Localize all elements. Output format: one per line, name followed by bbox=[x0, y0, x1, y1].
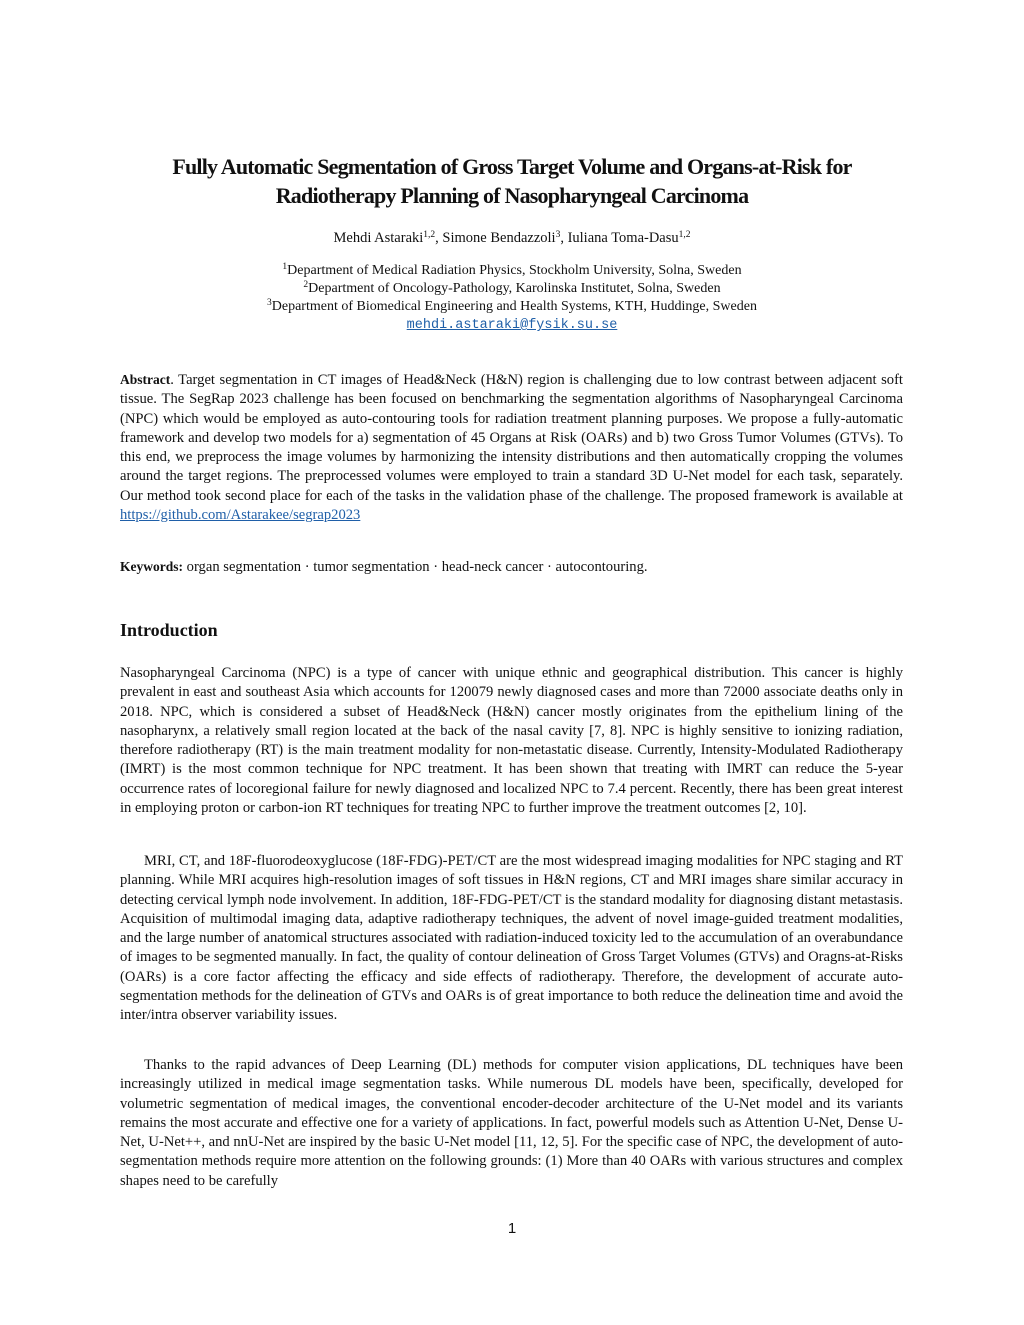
corresponding-email-link[interactable]: mehdi.astaraki@fysik.su.se bbox=[406, 318, 618, 333]
page-number: 1 bbox=[507, 1220, 517, 1237]
affiliation-text: Department of Biomedical Engineering and Health Systems, KTH, Huddinge, Sweden bbox=[271, 299, 757, 314]
affiliation-mark: 2 bbox=[303, 280, 309, 290]
author-affiliation-mark: 3 bbox=[555, 230, 561, 240]
author-list bbox=[100, 229, 924, 247]
author-separator: , bbox=[560, 230, 568, 246]
affiliation-mark: 1 bbox=[282, 262, 288, 272]
keywords-label: Keywords: bbox=[120, 559, 183, 574]
title-line-1: Fully Automatic Segmentation of Gross Target Volume and Organs-at-Risk for bbox=[172, 154, 852, 179]
affiliation bbox=[100, 280, 924, 298]
github-repo-link[interactable]: https://github.com/Astarakee/segrap2023 bbox=[120, 507, 361, 524]
introduction-paragraph-2: MRI, CT, and 18F-fluorodeoxyglucose (18F-FDG)-PET/CT are the most widespread imaging modalities for NPC staging and RT planning. While MRI acquires high-resolution images of soft tissues in H&N regions, CT and MRI images share similar accuracy in detecting cervical lymph node involvement. In addition, 18F-FDG-PET/CT is the standard modality for diagnosing distant metastasis. Acquisition of multimodal imaging data, adaptive radiotherapy techniques, the advent of novel image-guided treatment modalities, and the large number of anatomical structures associated with radiation-induced toxicity led to the accumulation of an overabundance of images to be segmented manually. In fact, the quality of contour delineation of Gross Target Volumes (GTVs) and Oragns-at-Risks (OARs) is a core factor affecting the efficacy and side effects of radiotherapy. Therefore, the development of accurate auto-segmentation methods for the delineation of GTVs and OARs is of great importance to both reduce the delineation time and avoid the inter/intra observer variability issues. bbox=[120, 853, 903, 1024]
title-line-2: Radiotherapy Planning of Nasopharyngeal Carcinoma bbox=[275, 183, 749, 208]
author-affiliation-mark: 1,2 bbox=[678, 230, 691, 240]
introduction-paragraph-1: Nasopharyngeal Carcinoma (NPC) is a type of cancer with unique ethnic and geographical distribution. This cancer is highly prevalent in east and southeast Asia which accounts for 120079 newly diagnosed cases and more than 72000 associate deaths only in 2018. NPC, which is considered a subset of Head&Neck (H&N) cancer mostly originates from the epithelium lining of the nasopharynx, a relatively small region located at the back of the nasal cavity [7, 8]. NPC is highly sensitive to ionizing radiation, therefore radiotherapy (RT) is the main treatment modality for non-metastatic disease. Currently, Intensity-Modulated Radiotherapy (IMRT) is the most common technique for NPC treatment. It has been shown that treating with IMRT can reduce the 5-year occurrence rates of locoregional failure for newly diagnosed and localized NPC to 7.4 percent. Recently, there has been great interest in employing proton or carbon-ion RT techniques for treating NPC to further improve the treatment outcomes [2, 10]. bbox=[120, 665, 903, 817]
affiliation-text: Department of Oncology-Pathology, Karolinska Institutet, Solna, Sweden bbox=[308, 281, 721, 296]
affiliation-list bbox=[100, 262, 924, 335]
introduction-paragraph-3: Thanks to the rapid advances of Deep Learning (DL) methods for computer vision applications, DL techniques have been increasingly utilized in medical image segmentation tasks. While numerous DL models have been, specifically, developed for volumetric segmentation of medical images, the conventional encoder-decoder architecture of the U-Net model and its variants remains the most accurate and effective one for a variety of applications. In fact, powerful models such as Attention U-Net, Dense U-Net, U-Net++, and nnU-Net are inspired by the basic U-Net model [11, 12, 5]. For the specific case of NPC, the development of auto-segmentation methods require more attention on the following grounds: (1) More than 40 OARs with various structures and complex shapes need to be carefully bbox=[120, 1057, 903, 1189]
affiliation bbox=[100, 262, 924, 280]
author-name: Mehdi Astaraki bbox=[333, 230, 424, 246]
abstract-label: Abstract bbox=[120, 372, 171, 387]
keywords bbox=[120, 557, 903, 577]
affiliation bbox=[100, 298, 924, 316]
abstract bbox=[120, 370, 903, 525]
affiliation-text: Department of Medical Radiation Physics, Stockholm University, Solna, Sweden bbox=[287, 263, 742, 278]
author-affiliation-mark: 1,2 bbox=[423, 230, 436, 240]
author-name: Simone Bendazzoli bbox=[442, 230, 556, 246]
paper-title bbox=[100, 152, 924, 210]
section-heading-introduction: Introduction bbox=[120, 620, 218, 640]
abstract-text: . Target segmentation in CT images of Head&Neck (H&N) region is challenging due to low contrast between adjacent soft tissue. The SegRap 2023 challenge has been focused on benchmarking the segmentation algorithms of Nasopharyngeal Carcinoma (NPC) which would be employed as auto-contouring tools for radiation treatment planning purposes. We propose a fully-automatic framework and develop two models for a) segmentation of 45 Organs at Risk (OARs) and b) two Gross Tumor Volumes (GTVs). To this end, we preprocess the image volumes by harmonizing the intensity distributions and then automatically cropping the volumes around the target regions. The preprocessed volumes were employed to train a standard 3D U-Net model for each task, separately. Our method took second place for each of the tasks in the validation phase of the challenge. The proposed framework is available at bbox=[120, 372, 903, 504]
author-separator: , bbox=[435, 230, 443, 246]
keywords-text: organ segmentation · tumor segmentation · head-neck cancer · autocontouring. bbox=[183, 559, 648, 575]
author-name: Iuliana Toma-Dasu bbox=[567, 230, 679, 246]
affiliation-mark: 3 bbox=[267, 298, 272, 308]
